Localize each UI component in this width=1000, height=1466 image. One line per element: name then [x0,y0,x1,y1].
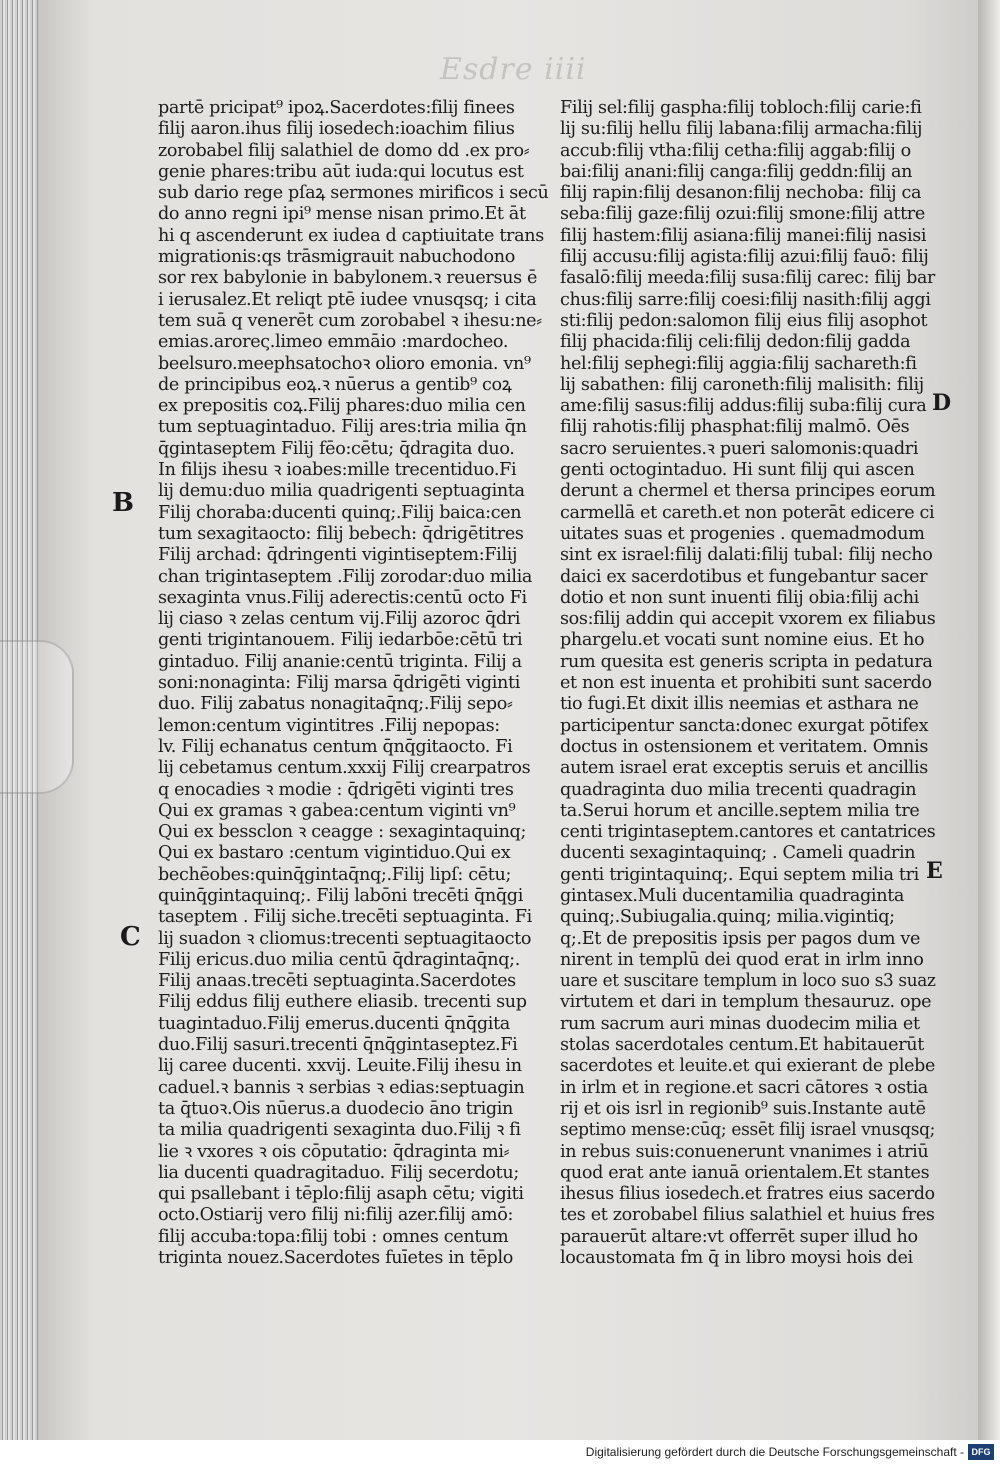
text-line: rum quesita est generis scripta in pedatura [560,651,933,672]
text-line: lij suadon ꝛ cliomus:trecenti septuagitaocto [158,928,532,949]
text-line: filij accuba:topa:filij tobi : omnes centum [158,1226,509,1247]
text-line: lij cebetamus centum.xxxij Filij crearpatros [158,758,531,779]
text-line: filij aaron.ihus filij iosedech:ioachim filius [158,119,515,140]
text-line: In filijs ihesu ꝛ ioabes:mille trecentiduo.Fi [158,460,517,481]
text-line: Qui ex bastaro :centum vigintiduo.Qui ex [158,843,511,864]
text-line: genti trigintaquinq;. Equi septem milia tri [560,864,919,885]
text-line: lij caree ducenti. xxvij. Leuite.Filij ihesu in [158,1056,522,1077]
text-line: septimo mense:cūq; essēt filij israel vnusqsq; [560,1120,936,1141]
text-line: centi trigintaseptem.cantores et cantatrices [560,822,936,843]
text-line: lij demu:duo milia quadrigenti septuaginta [158,481,525,502]
text-line: ihesus filius iosedech.et fratres eius sacerdo [560,1184,935,1205]
next-leaf-edge [978,0,1000,1440]
text-line: Qui ex gramas ꝛ gabea:centum viginti vn⁹ [158,800,516,821]
text-line: triginta nouez.Sacerdotes fuīetes in tēplo [158,1248,513,1269]
text-line: derunt a chermel et thersa principes eorum [560,481,936,502]
text-line: soni:nonaginta: Filij marsa q̄drigēti viginti [158,673,520,694]
text-line: genti octogintaduo. Hi sunt filij qui ascen [560,460,915,481]
text-line: bai:filij anani:filij canga:filij geddn:filij an [560,161,913,182]
text-line: quod erat ante ianuā orientalem.Et stantes [560,1162,930,1183]
section-marker-e: E [926,858,943,884]
page-clip [0,640,74,794]
section-marker-c: C [120,922,141,952]
text-line: sos:filij addin qui accepit vxorem ex filiabus [560,609,936,630]
text-line: hel:filij sephegi:filij aggia:filij sachareth:fi [560,353,917,374]
text-line: daici ex sacerdotibus et fungebantur sacer [560,566,928,587]
text-line: nirent in templū dei quod erat in irlm inno [560,949,924,970]
text-line: et non est inuenta et prohibiti sunt sacerdo [560,673,932,694]
text-line: zorobabel filij salathiel de domo dd .ex pro⸗ [158,140,530,161]
text-line: in irlm et in regione.et sacri cātores ꝛ ostia [560,1077,928,1098]
text-line: rum sacrum auri minas duodecim milia et [560,1013,920,1034]
text-line: sexaginta vnus.Filij aderectis:centū octo Fi [158,587,527,608]
text-line: tes et zorobabel filius salathiel et huius fres [560,1205,935,1226]
text-line: tum sexagitaocto: filij bebech: q̄drigētitres [158,523,524,544]
text-line: gintasex.Muli ducentamilia quadraginta [560,885,905,906]
text-line: sint ex israel:filij dalati:filij tubal: filij necho [560,545,933,566]
text-line: in rebus suis:conuenerunt vnanimes i atriū [560,1141,929,1162]
text-line: filij hastem:filij asiana:filij manei:filij nasisi [560,225,927,246]
text-line: Filij anaas.trecēti septuaginta.Sacerdotes [158,971,516,992]
text-line: sti:filij pedon:salomon filij eius filij asophot [560,310,928,331]
text-line: do anno regni ipi⁹ mense nisan primo.Et āt [158,204,526,225]
text-line: lv. Filij echanatus centum q̄nq̄gitaocto. Fi [158,736,513,757]
text-line: Filij choraba:ducenti quinq;.Filij baica:cen [158,502,522,523]
text-line: lemon:centum vigintitres .Filij nepopas: [158,715,500,736]
text-line: beelsuro.meephsatochoꝛ olioro emonia. vn⁹ [158,353,531,374]
footer-bar [0,1440,1000,1466]
text-line: partē pricipat⁹ ipoꝝ.Sacerdotes:filij finees [158,98,515,118]
text-line: i ierusalez.Et reliqt ptē iudee vnusqsq; i cita [158,289,537,310]
text-line: q enocadies ꝛ modie : q̄drigēti viginti tres [158,779,514,800]
folio-mark: Esdre iiii [440,52,587,87]
text-line: filij rahotis:filij phasphat:filij malmō. Oēs [560,417,910,438]
text-line: de principibus eoꝝ.ꝛ nūerus a gentib⁹ coꝝ [158,374,512,395]
text-line: ta milia quadrigenti sexaginta duo.Filij ꝛ fi [158,1120,521,1141]
text-line: accub:filij vtha:filij cetha:filij aggab:filij o [560,140,911,161]
text-line: uare et suscitare templum in loco suo s3 suaz [560,971,936,992]
text-line: q;.Et de prepositis ipsis per pagos dum ve [560,928,921,949]
text-line: tio fugi.Et dixit illis neemias et asthara ne [560,694,919,715]
text-line: quinq̄gintaquinq;. Filij labōni trecēti q̄nq̄gi [158,885,523,906]
text-line: migrationis:qs trāsmigrauit nabuchodono [158,247,515,268]
text-line: hi q ascenderunt ex iudea d captiuitate trans [158,225,544,246]
text-line: qui psallebant i tēplo:filij asaph cētu; vigiti [158,1184,524,1205]
text-line: fasalō:filij meeda:filij susa:filij carec: filij bar [560,268,935,289]
text-line: chan trigintaseptem .Filij zorodar:duo milia [158,566,533,587]
funding-credit: Digitalisierung gefördert durch die Deutsche Forschungsgemeinschaft - [585,1445,964,1459]
text-line: lij sabathen: filij caroneth:filij malisith: filij [560,374,924,395]
section-marker-b: B [112,488,134,518]
left-text-column [158,98,558,1269]
text-line: sor rex babylonie in babylonem.ꝛ reuersus ē [158,268,538,289]
text-line: locaustomata fm q̄ in libro moysi hois dei [560,1248,913,1269]
text-line: tem suā q venerēt cum zorobabel ꝛ ihesu:ne⸗ [158,310,542,331]
text-line: genie phares:tribu aūt iuda:qui locutus est [158,161,524,182]
text-line: filij rapin:filij desanon:filij nechoba: filij ca [560,183,922,204]
text-line: filij phacida:filij celi:filij dedon:filij gadda [560,332,911,353]
text-line: quinq;.Subiugalia.quinq; milia.vigintiq; [560,907,895,928]
text-line: octo.Ostiarij vero filij ni:filij azer.filij amō: [158,1205,514,1226]
text-line: Filij eddus filij euthere eliasib. trecenti sup [158,992,527,1013]
text-line: autem israel erat exceptis seruis et ancillis [560,758,928,779]
text-line: bechēobes:quinq̄gintaq̄nq;.Filij lipſ: cētu; [158,864,512,885]
text-line: rij et ois isrl in regionib⁹ suis.Instante autē [560,1098,926,1119]
text-line: doctus in ostensionem et veritatem. Omnis [560,736,929,757]
text-line: gintaduo. Filij ananie:centū triginta. Filij a [158,651,522,672]
text-line: Qui ex bessclon ꝛ ceagge : sexagintaquinq; [158,822,527,843]
text-line: chus:filij sarre:filij coesi:filij nasith:filij aggi [560,289,931,310]
text-line: uitates suas et progenies . quemadmodum [560,523,925,544]
text-line: Filij sel:filij gaspha:filij tobloch:filij carie:fi [560,98,922,118]
text-line: phargelu.et vocati sunt nomine eius. Et ho [560,630,925,651]
text-line: lia ducenti quadragitaduo. Filij secerdotu; [158,1162,519,1183]
text-line: Filij archad: q̄dringenti vigintiseptem:Filij [158,545,518,566]
text-line: stolas sacerdotales centum.Et habitauerūt [560,1035,924,1056]
text-line: carmellā et careth.et non poterāt edicere ci [560,502,935,523]
text-line: ta q̄tuoꝛ.Ois nūerus.a duodecio āno trigin [158,1098,514,1119]
text-line: lie ꝛ vxores ꝛ ois cōputatio: q̄draginta mi⸗ [158,1141,510,1162]
text-line: sacro seruientes.ꝛ pueri salomonis:quadri [560,438,919,459]
text-line: Filij ericus.duo milia centū q̄dragintaq̄nq;. [158,949,520,970]
text-line: filij accusu:filij agista:filij azui:filij fauō: filij [560,247,929,268]
text-line: ex prepositis coꝝ.Filij phares:duo milia cen [158,396,526,417]
text-line: q̄gintaseptem Filij fēo:cētu; q̄dragita duo. [158,438,515,459]
text-line: participentur sancta:donec exurgat pōtifex [560,715,929,736]
text-line: ame:filij sasus:filij addus:filij suba:filij cura [560,396,927,417]
text-line: seba:filij gaze:filij ozui:filij smone:filij attre [560,204,925,225]
right-text-column [560,98,935,1269]
text-line: tum septuagintaduo. Filij ares:tria milia q̄n [158,417,527,438]
text-line: lij ciaso ꝛ zelas centum vij.Filij azoroc q̄dri [158,609,521,630]
text-line: lij su:filij hellu filij labana:filij armacha:filij [560,119,923,140]
text-line: sacerdotes et leuite.et qui exierant de plebe [560,1056,935,1077]
section-marker-d: D [932,390,952,416]
text-line: ta.Serui horum et ancille.septem milia tre [560,800,920,821]
text-line: virtutem et dari in templum thesauruz. ope [560,992,932,1013]
text-line: quadraginta duo milia trecenti quadragin [560,779,917,800]
text-line: emias.aroreς.limeo emmāio :mardocheo. [158,332,509,353]
dfg-logo: DFG [968,1444,994,1460]
text-line: taseptem . Filij siche.trecēti septuaginta. Fi [158,907,532,928]
text-line: parauerūt altare:vt offerrēt super illud ho [560,1226,918,1247]
text-line: tuagintaduo.Filij emerus.ducenti q̄nq̄gita [158,1013,510,1034]
text-line: caduel.ꝛ bannis ꝛ serbias ꝛ edias:septuagin [158,1077,525,1098]
text-line: duo. Filij zabatus nonagitaq̄nq;.Filij sepo⸗ [158,694,513,715]
text-line: genti trigintanouem. Filij iedarbōe:cētū tri [158,630,523,651]
text-line: ducenti sexagintaquinq; . Cameli quadrin [560,843,916,864]
text-line: duo.Filij sasuri.trecenti q̄nq̄gintaseptez.Fi [158,1035,518,1056]
text-line: sub dario rege pſaꝝ sermones mirificos i secū [158,183,549,204]
text-line: dotio et non sunt inuenti filij obia:filij achi [560,587,919,608]
